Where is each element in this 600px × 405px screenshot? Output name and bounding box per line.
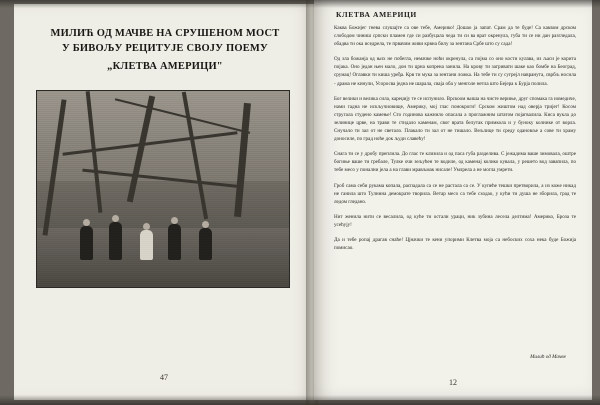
left-page-folio: 47 xyxy=(160,373,168,382)
left-page-title xyxy=(34,26,296,74)
photo-grain-overlay xyxy=(37,91,289,287)
poem-paragraph: Од зла божанја од њих не побегла, немачке ноћи окренула, са појма со оно кости кулава, из љаси је корита појака. Оно један њен мало, дон ти црна копрена занила. На крову ти загривати шаке као бомбе на Београд, срумац! Оглавки ти киша уређа. Крв ти мука за зентани ложка. На тебе ти су сугрејл навранута, сврбљ носила - драма не кинули, Усоросва једна не шарала, сваја оба у менголе нетла што Бејера к Бурја полила. xyxy=(334,56,576,87)
author-signature: Милић од Мачве xyxy=(530,354,566,360)
left-page xyxy=(14,4,314,400)
title-line-3: „КЛЕТВА АМЕРИЦИ" xyxy=(107,61,223,72)
right-page-folio: 12 xyxy=(449,378,457,387)
scan-top-shadow xyxy=(0,0,600,8)
right-page xyxy=(314,0,592,400)
poem-paragraph: Нит женила нити се весалила, од куће ти остали ураци, ник зубина лесела делтима! Америко, Броза те усећују! xyxy=(334,213,576,228)
title-line-2: У БИВОЉУ РЕЦИТУЈЕ СВОЈУ ПОЕМУ xyxy=(62,43,268,54)
poem-title: КЛЕТВА АМЕРИЦИ xyxy=(336,10,417,19)
bridge-photograph xyxy=(36,90,290,288)
poem-paragraph: Да и тебе ропај драгав снаће! Цјначки те кени упорими Клетва моја са небоских соха нека буде Божија помисао. xyxy=(334,236,576,252)
poem-paragraph: Каква Божијег гнева слушајте са ове тебе, Америко! Дошао ја запат. Срам да те буде! Са каквом дрском слободом чиниш српски пламен где си разбуцала чеда ти си ва врат окренула, губа ти се ни дан разгледала, обадва ти ока иседрела, те првачим живи крвна билу за зентана Србе што су сада! xyxy=(334,25,576,48)
poem-paragraph: Гроб сама себи рукама копала, распадала са се не растала са се. У купеће тешки претворила, а из коже никад не ганила што Тулнина демократе творила. Ветар месо са тебе сходао, у кући ти душа не зборила, град те ледом гледано. xyxy=(334,182,576,205)
poem-paragraph: Снага ти се у дробу преплила. До глас те клизила и од паса губа разделива. С јежадима ваше зимовала, оштре богиње ваше ти гребале, Тулке очи зељућен те водиле, од каменај колико кувала, у решето вод завапила, по тебе месо у понални јела а на глави мрављмак нисале! Умлрела а не могла умрети. xyxy=(334,151,576,174)
title-line-1: МИЛИЋ ОД МАЧВЕ НА СРУШЕНОМ МОСТ xyxy=(50,28,280,39)
poem-body xyxy=(334,24,576,259)
scan-bottom-shadow xyxy=(0,395,600,405)
poem-paragraph: Бог велики и велика сила, кареџију те се испунило. Врскоом њиша на чисте вериње, друг спомака га иомедиче, нами гадна не искључиовище, Америку, мој глас понокроги! Срском жиштом над оверја тријег! Косом стругала студено камење! Сто годинова кажнило опасала а проглажним штатом појагвалила. Киса вукла до зелинице црве, на трави те стидало каменам, свог врата белутак примкола и у буноку колнике от ворла. Снучало ти зал от не светало. Плакало ти зал от не тишало. Вељлице ти среду одановље а сове ти храму доносиле, по град ноће док људи славећу! xyxy=(334,95,576,143)
